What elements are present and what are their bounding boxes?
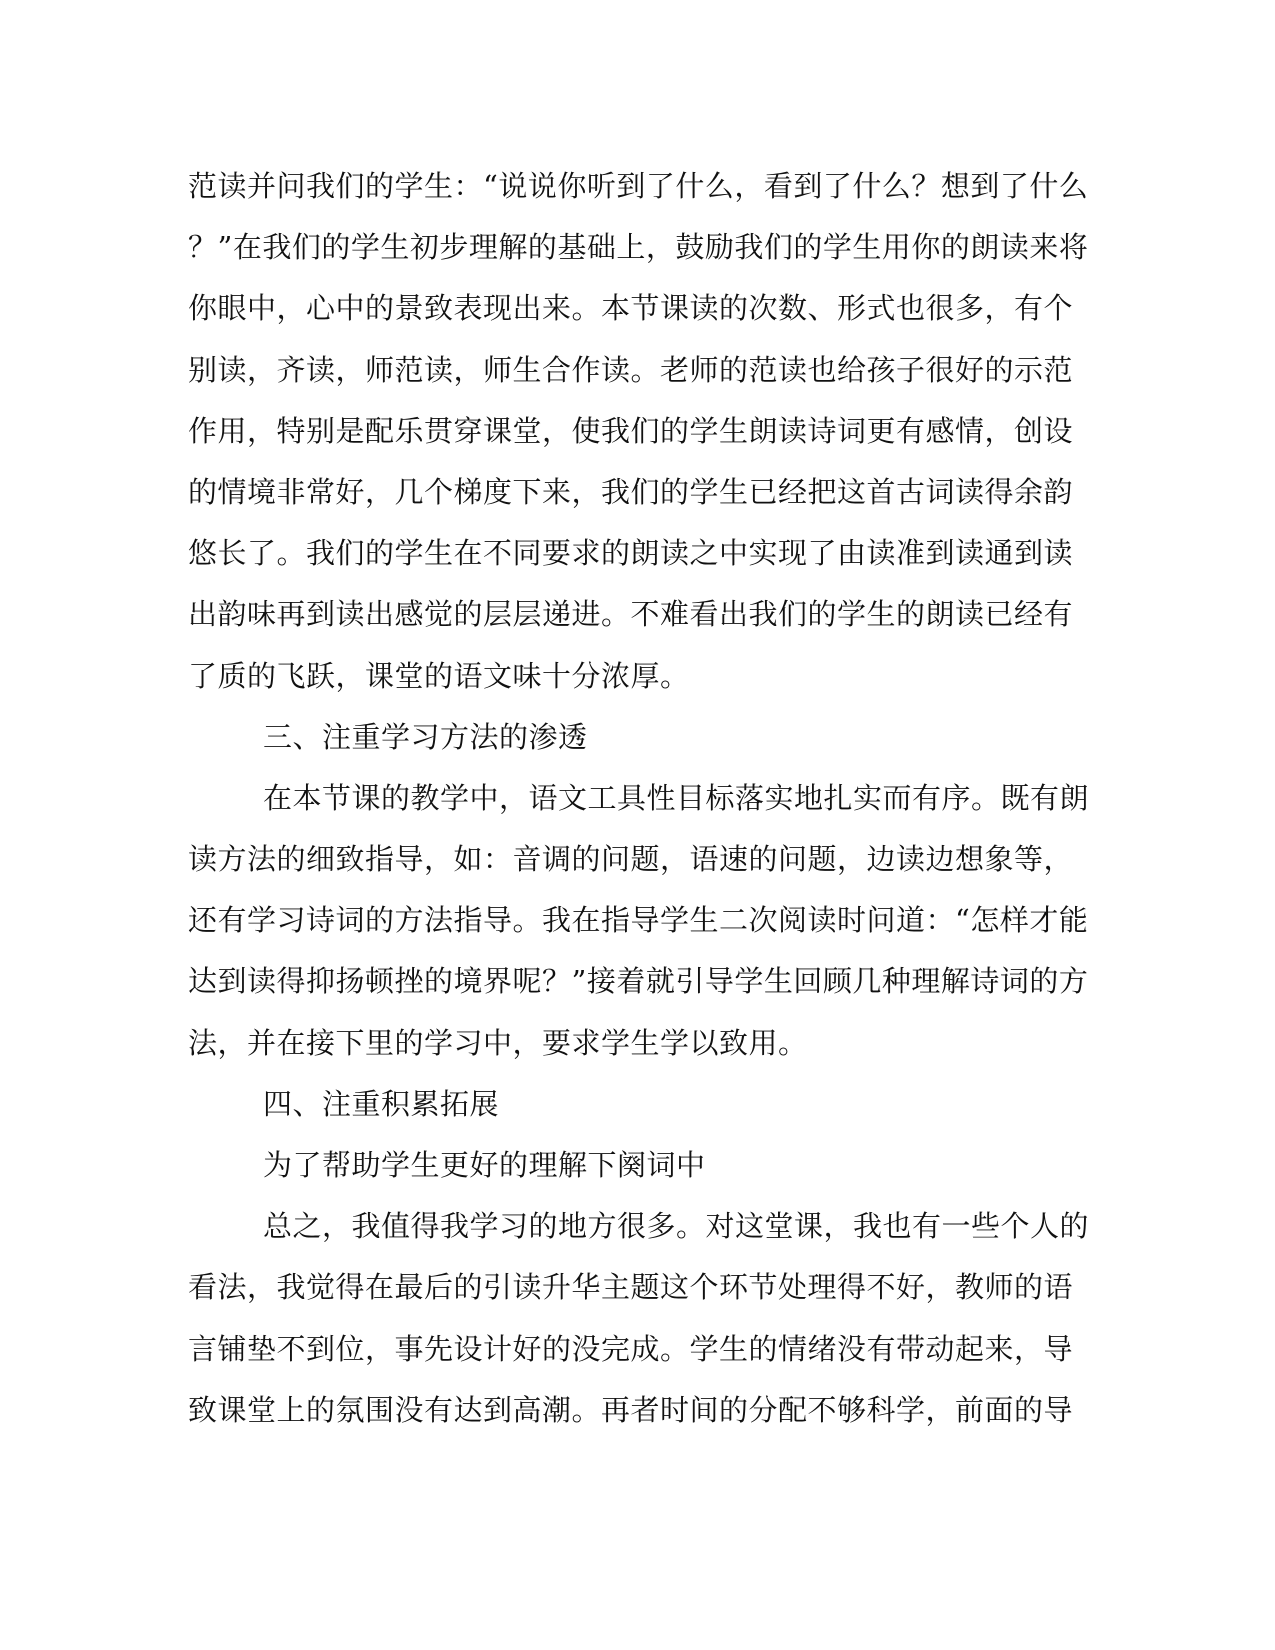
- document-body: [188, 156, 1088, 1441]
- text-line: 范读并问我们的学生：“说说你听到了什么，看到了什么？想到了什么: [188, 169, 1089, 203]
- text-line: 法，并在接下里的学习中，要求学生学以致用。: [188, 1025, 808, 1060]
- text-line: 作用，特别是配乐贯穿课堂，使我们的学生朗读诗词更有感情，创设: [188, 413, 1074, 448]
- section-heading: 三、注重学习方法的渗透: [263, 719, 588, 754]
- text-line: 悠长了。我们的学生在不同要求的朗读之中实现了由读准到读通到读: [188, 536, 1074, 571]
- section-heading: 四、注重积累拓展: [263, 1086, 500, 1121]
- text-line: 达到读得抑扬顿挫的境界呢？”接着就引导学生回顾几种理解诗词的方: [188, 964, 1089, 999]
- text-line: 看法，我觉得在最后的引读升华主题这个环节处理得不好，教师的语: [188, 1270, 1074, 1305]
- text-line: 别读，齐读，师范读，师生合作读。老师的范读也给孩子很好的示范: [188, 352, 1074, 387]
- text-line: 为了帮助学生更好的理解下阕词中: [263, 1148, 706, 1182]
- text-line: 总之，我值得我学习的地方很多。对这堂课，我也有一些个人的: [263, 1209, 1090, 1244]
- text-line: 你眼中，心中的景致表现出来。本节课读的次数、形式也很多，有个: [188, 291, 1074, 326]
- text-line: ？”在我们的学生初步理解的基础上，鼓励我们的学生用你的朗读来将: [188, 230, 1089, 265]
- text-line: 读方法的细致指导，如：音调的问题，语速的问题，边读边想象等，: [188, 842, 1074, 877]
- text-line: 的情境非常好，几个梯度下来，我们的学生已经把这首古词读得余韵: [188, 474, 1074, 509]
- text-line: 在本节课的教学中，语文工具性目标落实地扎实而有序。既有朗: [263, 780, 1090, 815]
- text-line: 出韵味再到读出感觉的层层递进。不难看出我们的学生的朗读已经有: [188, 597, 1074, 632]
- text-line: 了质的飞跃，课堂的语文味十分浓厚。: [188, 658, 690, 693]
- text-line: 致课堂上的氛围没有达到高潮。再者时间的分配不够科学，前面的导: [188, 1392, 1074, 1427]
- text-line: 还有学习诗词的方法指导。我在指导学生二次阅读时问道：“怎样才能: [188, 903, 1089, 938]
- text-line: 言铺垫不到位，事先设计好的没完成。学生的情绪没有带动起来，导: [188, 1331, 1074, 1366]
